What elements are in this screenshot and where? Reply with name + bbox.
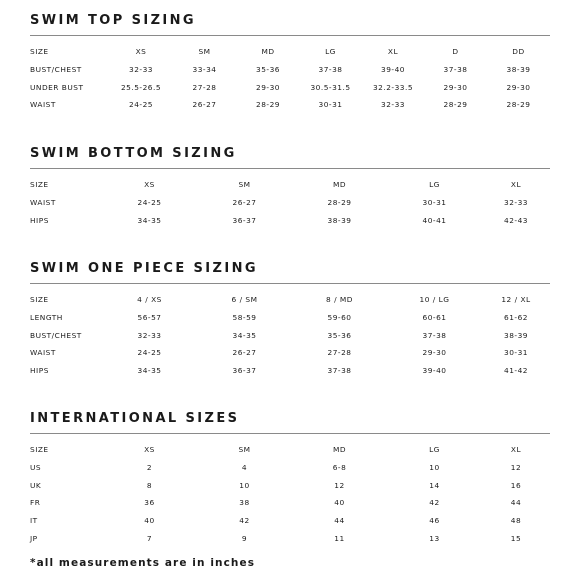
table-cell: 38-39 — [327, 215, 352, 225]
table-cell: 7 — [146, 533, 153, 543]
header-cell: 12 / XL — [501, 295, 531, 304]
header-cell: LG — [429, 445, 440, 454]
table-cell: 42 — [429, 498, 440, 508]
table-cell: 32-33 — [129, 64, 153, 74]
header-cell: XL — [387, 47, 399, 56]
international-sizes-title: INTERNATIONAL SIZES — [30, 411, 240, 426]
table-cell: 28-29 — [256, 100, 280, 110]
table-cell: 27-28 — [192, 82, 217, 92]
table-cell: 29-30 — [506, 82, 531, 92]
swim-one-piece-title: SWIM ONE PIECE SIZING — [30, 261, 258, 276]
table-row — [30, 530, 550, 548]
row-label: BUST/CHEST — [30, 64, 82, 74]
table-cell: 27-28 — [327, 348, 352, 358]
table-cell: 11 — [334, 533, 345, 543]
table-row — [30, 194, 550, 212]
table-row — [30, 477, 550, 495]
header-cell: XS — [144, 180, 155, 189]
table-row — [30, 61, 550, 79]
table-cell: 28-29 — [327, 197, 352, 207]
table-cell: 40 — [144, 516, 155, 526]
table-header-row — [30, 291, 550, 309]
swim-top-title: SWIM TOP SIZING — [30, 13, 196, 28]
table-cell: 37-38 — [327, 366, 352, 376]
swim-top-table — [30, 43, 550, 114]
table-cell: 36 — [144, 498, 155, 508]
table-cell: 10 — [239, 480, 250, 490]
table-cell: 30-31 — [504, 348, 528, 358]
table-row — [30, 494, 550, 512]
header-cell: SIZE — [30, 295, 49, 304]
table-cell: 8 — [146, 480, 153, 490]
swim-top-section — [30, 13, 550, 114]
table-cell: 28-29 — [443, 100, 468, 110]
table-cell: 37-38 — [422, 330, 447, 340]
table-row — [30, 362, 550, 380]
table-cell: 35-36 — [256, 64, 280, 74]
header-cell: XL — [510, 180, 522, 189]
table-cell: 42 — [239, 516, 250, 526]
international-sizes-section — [30, 411, 550, 548]
table-cell: 24-25 — [129, 100, 153, 110]
table-header-row — [30, 43, 550, 61]
row-label: HIPS — [30, 215, 49, 225]
row-label: WAIST — [30, 348, 56, 358]
table-cell: 36-37 — [232, 215, 257, 225]
table-cell: 39-40 — [422, 366, 447, 376]
international-sizes-table — [30, 441, 550, 548]
header-cell: 4 / XS — [137, 295, 162, 304]
header-cell: MD — [332, 180, 347, 189]
table-row — [30, 459, 550, 477]
row-label: WAIST — [30, 100, 56, 110]
table-cell: 34-35 — [137, 215, 162, 225]
table-cell: 38 — [239, 498, 250, 508]
table-cell: 46 — [429, 516, 440, 526]
row-label: UK — [30, 480, 42, 490]
swim-bottom-table — [30, 176, 550, 229]
header-cell: SM — [238, 445, 251, 454]
table-cell: 9 — [241, 533, 248, 543]
table-cell: 34-35 — [232, 330, 257, 340]
header-cell: SIZE — [30, 445, 49, 454]
table-cell: 61-62 — [504, 312, 528, 322]
header-cell: SIZE — [30, 180, 49, 189]
header-cell: D — [452, 47, 459, 56]
table-cell: 48 — [510, 516, 522, 526]
header-cell: 6 / SM — [231, 295, 258, 304]
table-cell: 32-33 — [381, 100, 405, 110]
table-cell: 32-33 — [137, 330, 162, 340]
table-cell: 30-31 — [422, 197, 447, 207]
row-label: BUST/CHEST — [30, 330, 82, 340]
swim-one-piece-table — [30, 291, 550, 380]
table-cell: 2 — [146, 462, 153, 472]
header-cell: SIZE — [30, 47, 49, 56]
table-cell: 32.2-33.5 — [372, 82, 414, 92]
swim-bottom-divider — [30, 168, 550, 169]
row-label: FR — [30, 498, 41, 508]
header-cell: MD — [261, 47, 275, 56]
header-cell: SM — [198, 47, 211, 56]
table-cell: 28-29 — [506, 100, 531, 110]
table-cell: 32-33 — [504, 197, 528, 207]
swim-top-divider — [30, 35, 550, 36]
row-label: JP — [30, 533, 38, 543]
table-cell: 25.5-26.5 — [120, 82, 162, 92]
table-cell: 13 — [429, 533, 440, 543]
table-cell: 41-42 — [504, 366, 528, 376]
header-cell: XS — [144, 445, 155, 454]
header-cell: XS — [135, 47, 147, 56]
table-cell: 60-61 — [422, 312, 447, 322]
table-cell: 44 — [334, 516, 345, 526]
international-sizes-divider — [30, 433, 550, 434]
table-row — [30, 96, 550, 114]
swim-bottom-title: SWIM BOTTOM SIZING — [30, 146, 237, 161]
row-label: WAIST — [30, 197, 56, 207]
table-row — [30, 309, 550, 327]
table-cell: 36-37 — [232, 366, 257, 376]
header-cell: MD — [332, 445, 347, 454]
table-cell: 6-8 — [332, 462, 347, 472]
table-cell: 15 — [510, 533, 522, 543]
table-cell: 59-60 — [327, 312, 352, 322]
table-cell: 37-38 — [443, 64, 468, 74]
table-cell: 38-39 — [506, 64, 531, 74]
table-cell: 29-30 — [422, 348, 447, 358]
table-cell: 56-57 — [137, 312, 162, 322]
table-cell: 40-41 — [422, 215, 447, 225]
table-cell: 37-38 — [318, 64, 343, 74]
swim-one-piece-section — [30, 261, 550, 380]
header-cell: LG — [325, 47, 336, 56]
table-row — [30, 512, 550, 530]
table-cell: 40 — [334, 498, 345, 508]
table-row — [30, 79, 550, 97]
table-cell: 12 — [510, 462, 522, 472]
table-cell: 30-31 — [318, 100, 343, 110]
header-cell: 8 / MD — [326, 295, 353, 304]
table-cell: 24-25 — [137, 348, 162, 358]
table-row — [30, 344, 550, 362]
table-cell: 26-27 — [232, 348, 257, 358]
measurements-footnote: *all measurements are in inches — [30, 557, 256, 569]
table-row — [30, 327, 550, 345]
table-cell: 44 — [510, 498, 522, 508]
table-cell: 14 — [429, 480, 440, 490]
table-cell: 42-43 — [504, 215, 528, 225]
table-cell: 26-27 — [232, 197, 257, 207]
row-label: HIPS — [30, 366, 49, 376]
table-header-row — [30, 441, 550, 459]
row-label: UNDER BUST — [30, 82, 84, 92]
swim-one-piece-divider — [30, 283, 550, 284]
table-cell: 30.5-31.5 — [310, 82, 351, 92]
table-cell: 29-30 — [256, 82, 280, 92]
table-row — [30, 212, 550, 230]
row-label: LENGTH — [30, 312, 63, 322]
header-cell: SM — [238, 180, 251, 189]
table-cell: 26-27 — [192, 100, 217, 110]
table-cell: 24-25 — [137, 197, 162, 207]
table-cell: 38-39 — [504, 330, 528, 340]
table-cell: 29-30 — [443, 82, 468, 92]
header-cell: 10 / LG — [419, 295, 450, 304]
swim-bottom-section — [30, 146, 550, 229]
table-cell: 10 — [429, 462, 440, 472]
table-cell: 58-59 — [232, 312, 257, 322]
header-cell: XL — [510, 445, 522, 454]
header-cell: DD — [512, 47, 525, 56]
header-cell: LG — [429, 180, 440, 189]
table-cell: 34-35 — [137, 366, 162, 376]
table-cell: 35-36 — [327, 330, 352, 340]
row-label: IT — [30, 516, 38, 526]
table-cell: 16 — [510, 480, 522, 490]
table-cell: 33-34 — [192, 64, 217, 74]
table-cell: 4 — [241, 462, 248, 472]
table-cell: 12 — [334, 480, 345, 490]
table-header-row — [30, 176, 550, 194]
row-label: US — [30, 462, 42, 472]
table-cell: 39-40 — [381, 64, 405, 74]
